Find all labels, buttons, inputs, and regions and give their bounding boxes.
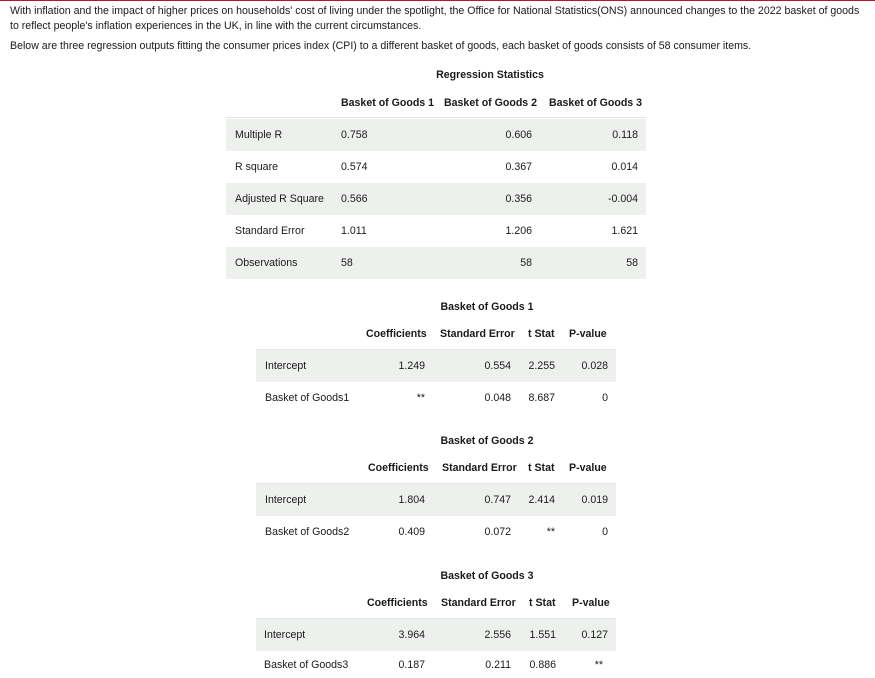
intro-paragraph-1: With inflation and the impact of higher prices on households' cost of living under the spotlight, the Office for National Statistics(ONS) announced changes to the 2022 basket of goods to reflect people's inflation experiences in the UK, in line with the current circumstances. <box>10 5 860 32</box>
value-cell: 0.747 <box>484 494 511 506</box>
value-cell: 0.886 <box>529 658 556 671</box>
value-cell: 58 <box>626 257 638 269</box>
regression-statistics-title: Regression Statistics <box>436 69 544 81</box>
table-header-row <box>256 321 616 347</box>
table-row <box>226 151 646 183</box>
column-header: t Stat <box>529 597 556 609</box>
value-cell: 0 <box>602 392 608 404</box>
value-cell: 1.011 <box>341 225 367 237</box>
table-title: Basket of Goods 1 <box>440 301 534 313</box>
table-title-row <box>256 293 616 321</box>
row-label: Adjusted R Square <box>235 193 324 205</box>
value-cell: 0.574 <box>341 161 368 173</box>
column-header: Basket of Goods 1 <box>341 97 435 109</box>
table-row <box>256 382 616 414</box>
value-cell: 1.621 <box>611 225 638 237</box>
value-cell: 0.606 <box>505 129 532 141</box>
table-row <box>256 651 616 678</box>
value-cell: 0.356 <box>505 193 532 205</box>
intro-paragraph-2: Below are three regression outputs fitting the consumer prices index (CPI) to a different basket of goods, each basket of goods consists of 58 consumer items. <box>10 40 752 52</box>
value-cell: 1.249 <box>398 360 425 372</box>
row-label: Standard Error <box>235 225 305 237</box>
value-cell: ** <box>416 392 425 404</box>
value-cell: 1.206 <box>505 225 532 237</box>
column-header: P-value <box>572 597 610 609</box>
table-title-row <box>256 562 616 590</box>
table-header-row <box>256 590 616 616</box>
value-cell: 0.566 <box>341 193 368 205</box>
value-cell: -0.004 <box>607 193 638 205</box>
row-label: Multiple R <box>235 129 283 141</box>
table-row <box>226 247 646 279</box>
column-header: Coefficients <box>367 597 428 609</box>
regression-statistics-header-row <box>226 89 646 117</box>
table-row <box>226 183 646 215</box>
column-header: Basket of Goods 3 <box>549 97 643 109</box>
column-header: P-value <box>569 328 607 340</box>
value-cell: 8.687 <box>528 392 555 404</box>
table-row <box>226 119 646 151</box>
value-cell: 0.014 <box>611 161 638 173</box>
value-cell: 2.556 <box>484 629 511 641</box>
value-cell: 0.019 <box>581 494 608 506</box>
value-cell: 2.255 <box>528 360 555 372</box>
table-title-row <box>256 427 616 455</box>
value-cell: 0.554 <box>484 360 511 372</box>
column-header: Coefficients <box>366 328 427 340</box>
value-cell: 0.367 <box>505 161 532 173</box>
regression-statistics-table <box>226 61 646 279</box>
column-header: Standard Error <box>440 328 515 340</box>
column-header: Standard Error <box>442 462 517 474</box>
value-cell: 0.028 <box>581 360 608 372</box>
value-cell: 0.187 <box>398 658 425 671</box>
table-title: Basket of Goods 3 <box>440 570 534 582</box>
table-row <box>226 215 646 247</box>
table-row <box>256 619 616 651</box>
top-accent-line <box>0 0 875 1</box>
column-header: Coefficients <box>368 462 429 474</box>
value-cell: 0.127 <box>581 629 608 641</box>
row-label: Observations <box>235 257 298 269</box>
row-label: Intercept <box>265 494 307 506</box>
row-label: Basket of Goods1 <box>265 392 350 404</box>
table-header-row <box>256 455 616 481</box>
column-header: t Stat <box>528 462 555 474</box>
table-row <box>256 350 616 382</box>
intro-text <box>10 4 866 54</box>
value-cell: ** <box>546 526 555 538</box>
column-header: t Stat <box>528 328 555 340</box>
coefficients-table-basket-3 <box>256 562 616 678</box>
value-cell: 0.409 <box>398 526 425 538</box>
value-cell: 2.414 <box>528 494 555 506</box>
row-label: Basket of Goods2 <box>265 526 350 538</box>
value-cell: 58 <box>341 257 353 269</box>
value-cell: 0 <box>602 526 608 538</box>
table-row <box>256 484 616 516</box>
value-cell: 1.804 <box>398 494 425 506</box>
value-cell: 0.211 <box>485 658 511 671</box>
row-label: Basket of Goods3 <box>264 658 349 671</box>
value-cell: 0.072 <box>484 526 511 538</box>
value-cell: 58 <box>520 257 532 269</box>
value-cell: 1.551 <box>529 629 556 641</box>
column-header: Basket of Goods 2 <box>444 97 538 109</box>
row-label: Intercept <box>264 629 306 641</box>
regression-statistics-title-row <box>226 61 646 89</box>
table-title: Basket of Goods 2 <box>440 435 534 447</box>
value-cell: 0.758 <box>341 129 368 141</box>
row-label: Intercept <box>265 360 307 372</box>
column-header: P-value <box>569 462 607 474</box>
value-cell: 0.118 <box>612 129 638 141</box>
coefficients-table-basket-1 <box>256 293 616 420</box>
row-label: R square <box>235 161 278 173</box>
column-header: Standard Error <box>441 597 516 609</box>
coefficients-table-basket-2 <box>256 427 616 554</box>
value-cell: 3.964 <box>398 629 425 641</box>
value-cell: ** <box>594 658 603 671</box>
table-row <box>256 516 616 548</box>
value-cell: 0.048 <box>484 392 511 404</box>
